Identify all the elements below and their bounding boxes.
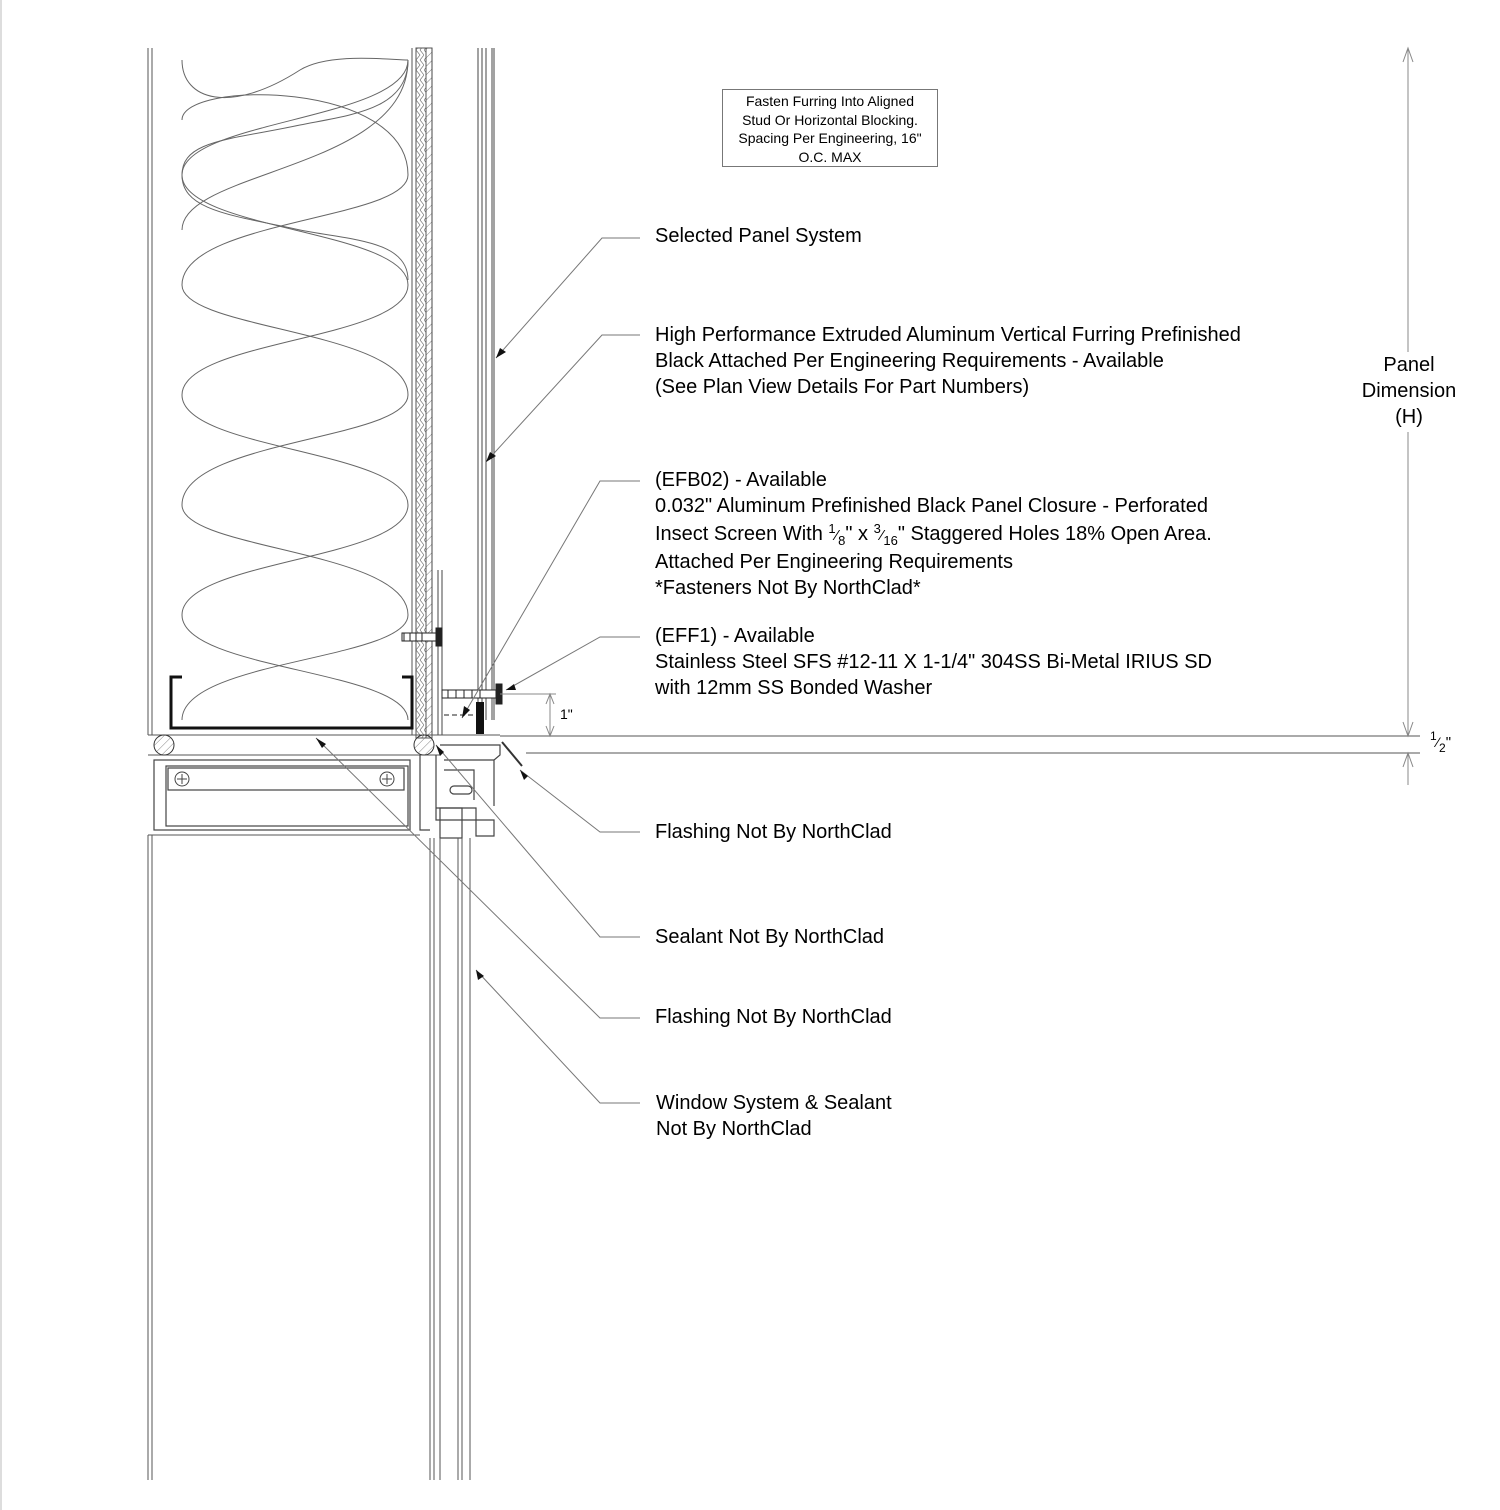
window-glazing (148, 835, 470, 1480)
fraction-one-eighth: 1⁄8 (828, 521, 846, 548)
furring-line-3: (See Plan View Details For Part Numbers) (655, 376, 1030, 398)
dimension-one-inch: 1" (560, 706, 573, 722)
closure-line-3: Insect Screen With 1⁄8" x 3⁄16" Staggered Holes 18% Open Area. (655, 521, 1212, 548)
closure-line-4: Attached Per Engineering Requirements (655, 551, 1013, 573)
label-closure (655, 467, 1212, 601)
label-sealant: Sealant Not By NorthClad (655, 926, 885, 948)
label-flashing-2: Flashing Not By NorthClad (655, 1006, 892, 1028)
head-lines (148, 735, 1420, 755)
closure-black (476, 702, 484, 734)
label-fastener (655, 623, 1212, 701)
label-furring (655, 322, 1241, 400)
label-window-system (656, 1090, 892, 1142)
fastener-line-2: Stainless Steel SFS #12-11 X 1-1/4" 304SS Bi-Metal IRIUS SD (655, 651, 1212, 673)
closure-line-2: 0.032" Aluminum Prefinished Black Panel Closure - Perforated (655, 495, 1208, 517)
fastening-note (722, 89, 938, 167)
frame-screws (175, 772, 394, 786)
batt-insulation (182, 58, 408, 720)
drip-flashing (502, 742, 522, 766)
window-line-2: Not By NorthClad (656, 1118, 812, 1140)
furring-line-1: High Performance Extruded Aluminum Vertical Furring Prefinished (655, 324, 1241, 346)
note-line-2: Stud Or Horizontal Blocking. (742, 111, 918, 128)
dimension-half-inch: $^1⁄_2$" (1430, 729, 1452, 755)
fastener-line-1: (EFF1) - Available (655, 625, 815, 647)
note-line-1: Fasten Furring Into Aligned (745, 93, 915, 109)
closure-line-5: *Fasteners Not By NorthClad* (655, 577, 921, 599)
label-flashing-1: Flashing Not By NorthClad (655, 821, 892, 843)
steel-track (171, 677, 412, 728)
fastener-line-3: with 12mm SS Bonded Washer (655, 677, 933, 699)
panel-dimension-label: Panel Dimension (H) (1350, 352, 1468, 430)
wall-assembly (148, 48, 416, 735)
backer-rod (154, 735, 434, 755)
note-line-3: Spacing Per Engineering, 16" (738, 130, 922, 146)
note-line-4: O.C. MAX (798, 148, 862, 165)
closure-line-1: (EFB02) - Available (655, 469, 827, 491)
window-line-1: Window System & Sealant (656, 1092, 892, 1114)
one-inch-dimension (500, 694, 556, 736)
furring-line-2: Black Attached Per Engineering Requirements - Available (655, 350, 1164, 372)
fraction-three-sixteenths: 3⁄16 (873, 521, 898, 548)
label-panel-system: Selected Panel System (655, 225, 862, 247)
